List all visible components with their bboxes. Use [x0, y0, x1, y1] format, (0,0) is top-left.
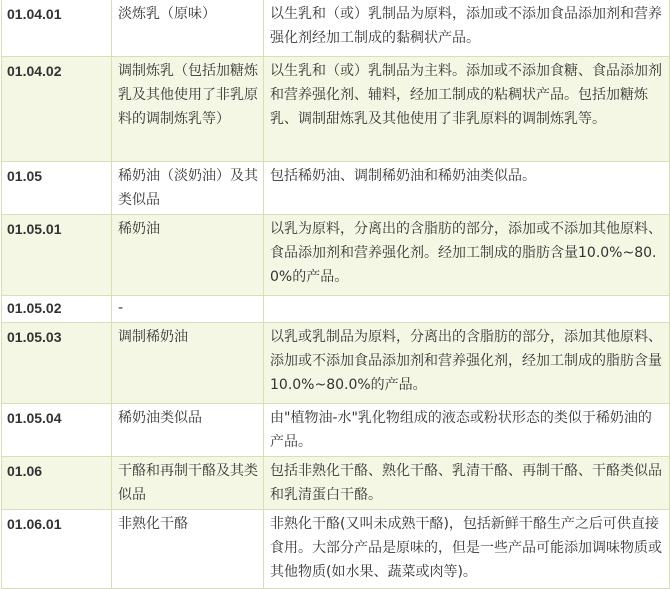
- category-code: 01.05.01: [2, 215, 112, 296]
- category-name: 稀奶油（淡奶油）及其类似品: [112, 162, 264, 215]
- table-row: [2, 296, 670, 323]
- category-description: [264, 296, 670, 323]
- table-row: [2, 215, 670, 296]
- category-name: 稀奶油: [112, 215, 264, 296]
- table-row: [2, 457, 670, 510]
- category-code: 01.06.01: [2, 510, 112, 589]
- category-code: 01.05: [2, 162, 112, 215]
- category-description: 包括稀奶油、调制稀奶油和稀奶油类似品。: [264, 162, 670, 215]
- category-name: 干酪和再制干酪及其类似品: [112, 457, 264, 510]
- category-name: 淡炼乳（原味）: [112, 0, 264, 57]
- category-description: 包括非熟化干酪、熟化干酪、乳清干酪、再制干酪、干酪类似品和乳清蛋白干酪。: [264, 457, 670, 510]
- table-row: [2, 510, 670, 589]
- category-code: 01.05.04: [2, 404, 112, 457]
- category-code: 01.05.03: [2, 323, 112, 404]
- table-row: [2, 0, 670, 57]
- category-code: 01.04.02: [2, 57, 112, 162]
- category-name: 调制稀奶油: [112, 323, 264, 404]
- category-description: 以乳为原料，分离出的含脂肪的部分，添加或不添加其他原料、食品添加剂和营养强化剂。经加工制成的脂肪含量10.0%~80.0%的产品。: [264, 215, 670, 296]
- category-description: 非熟化干酪(又叫未成熟干酪)，包括新鲜干酪生产之后可供直接食用。大部分产品是原味的，但是一些产品可能添加调味物质或其他物质(如水果、蔬菜或肉等)。: [264, 510, 670, 589]
- category-description: 以生乳和（或）乳制品为主料。添加或不添加食糖、食品添加剂和营养强化剂、辅料，经加工制成的粘稠状产品。包括加糖炼乳、调制甜炼乳及其他使用了非乳原料的调制炼乳等。: [264, 57, 670, 162]
- category-code: 01.04.01: [2, 0, 112, 57]
- category-code: 01.06: [2, 457, 112, 510]
- category-description: 以生乳和（或）乳制品为原料，添加或不添加食品添加剂和营养强化剂经加工制成的黏稠状产品。: [264, 0, 670, 57]
- category-name: 稀奶油类似品: [112, 404, 264, 457]
- table-row: [2, 404, 670, 457]
- category-name: 非熟化干酪: [112, 510, 264, 589]
- category-name: 调制炼乳（包括加糖炼乳及其他使用了非乳原料的调制炼乳等）: [112, 57, 264, 162]
- food-category-table: [1, 0, 670, 589]
- category-code: 01.05.02: [2, 296, 112, 323]
- category-description: 以乳或乳制品为原料，分离出的含脂肪的部分，添加其他原料、添加或不添加食品添加剂和营养强化剂，经加工制成的脂肪含量10.0%~80.0%的产品。: [264, 323, 670, 404]
- table-row: [2, 57, 670, 162]
- category-description: 由"植物油-水"乳化物组成的液态或粉状形态的类似于稀奶油的产品。: [264, 404, 670, 457]
- table-row: [2, 323, 670, 404]
- table-row: [2, 162, 670, 215]
- category-name: -: [112, 296, 264, 323]
